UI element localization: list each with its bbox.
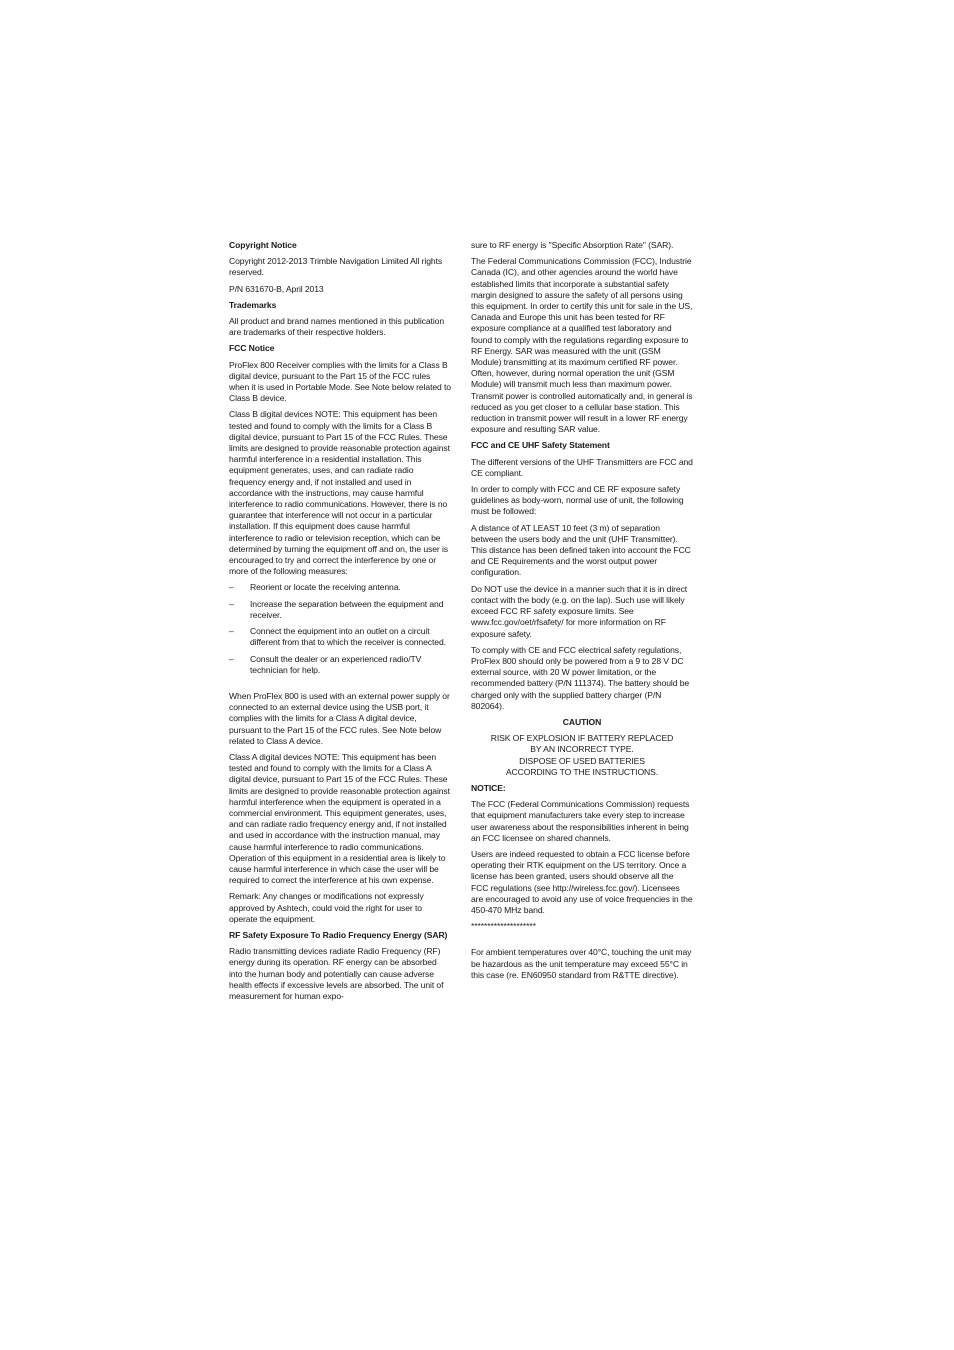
notice-paragraph-1: The FCC (Federal Communications Commission) requests that equipment manufacturers take every step to increase user awareness about the responsibilities inherent in being an FCC licensee on shared channels. (471, 799, 690, 843)
caution-line: BY AN INCORRECT TYPE. (530, 744, 634, 755)
fcc-paragraph-3: When ProFlex 800 is used with an external power supply or connected to an external device using the USB port, it complies with the limits for a Class A digital device, pursuant to the Part 15 of the FCC rules. See Note below related to Class A device. (229, 690, 450, 746)
caution-line: RISK OF EXPLOSION IF BATTERY REPLACED (490, 733, 674, 744)
uhf-paragraph-4: Do NOT use the device in a manner such that it is in direct contact with the body (e.g. on the lap). Such use will likely exceed FCC RF safety exposure limits. See www.fcc.gov/oet/rfsafety/ for more information on RF exposure safety. (471, 583, 688, 639)
fcc-paragraph-4: Class A digital devices NOTE: This equipment has been tested and found to comply with the limits for a Class A digital device, pursuant to Part 15 of the FCC Rules. These limits are designed to provide reasonable protection against harmful interference when the equipment is operated in a commercial environment. This equipment generates, uses, and can radiate radio frequency energy and, if not installed and used in accordance with the instruction manual, may cause harmful interference to radio communications. Operation of this equipment in a residential area is likely to cause harmful interference in which case the user will be required to correct the interference at his own expense. (229, 751, 450, 886)
dash-bullet: – (229, 626, 234, 637)
caution-heading: CAUTION (562, 716, 602, 727)
rf-paragraph-2: The Federal Communications Commission (FCC), Industrie Canada (IC), and other agencies around the world have established limits that incorporate a substantial safety margin designed to assure the safety of all persons using this equipment. In order to certify this unit for sale in the US, Canada and Europe this unit has been tested for RF exposure compliance at a qualified test laboratory and found to comply with the regulations regarding exposure to RF Energy. SAR was measured with the unit (GSM Module) transmitting at its maximum certified RF power. Often, however, during normal operation the unit (GSM Module) will transmit much less than maximum power. Transmit power is controlled automatically and, in general is reduced as you get closer to a cellular base station. This reduction in transmit power will result in a lower RF energy exposure and resulting SAR value. (471, 256, 693, 435)
list-item-text: Reorient or locate the receiving antenna. (250, 582, 401, 593)
fcc-paragraph-2: Class B digital devices NOTE: This equipment has been tested and found to comply with the limits for a Class B digital device, pursuant to Part 15 of the FCC Rules. These limits are designed to provide reasonable protection against harmful interference in a residential installation. This equipment generates, uses, and can radiate radio frequency energy and, if not installed and used in accordance with the instructions, may cause harmful interference to radio communications. However, there is no guarantee that interference will not occur in a particular installation. If this equipment does cause harmful interference to radio or television reception, which can be determined by turning the equipment off and on, the user is encouraged to try and correct the interference by one or more of the following measures: (229, 409, 450, 577)
left-column (229, 240, 451, 1007)
trademarks-text: All product and brand names mentioned in this publication are trademarks of their respective holders. (229, 316, 445, 338)
copyright-heading: Copyright Notice (229, 240, 297, 250)
list-item-text: Connect the equipment into an outlet on a circuit different from that to which the receiver is connected. (250, 626, 446, 648)
dash-bullet: – (229, 598, 234, 609)
list-item (229, 626, 451, 648)
fcc-remark: Remark: Any changes or modifications not expressly approved by Ashtech, could void the right for user to operate the equipment. (229, 891, 424, 924)
copyright-text: Copyright 2012-2013 Trimble Navigation Limited All rights reserved. (229, 256, 443, 278)
rf-continued: sure to RF energy is "Specific Absorption Rate" (SAR). (471, 240, 674, 250)
notice-heading: NOTICE: (471, 782, 506, 793)
list-item (229, 654, 451, 676)
part-number: P/N 631670-B, April 2013 (229, 283, 324, 294)
rf-heading: RF Safety Exposure To Radio Frequency Energy (SAR) (229, 929, 448, 940)
caution-line: DISPOSE OF USED BATTERIES (519, 755, 645, 766)
uhf-paragraph-1: The different versions of the UHF Transmitters are FCC and CE compliant. (471, 456, 693, 478)
temperature-warning: For ambient temperatures over 40°C, touching the unit may be hazardous as the unit temperature may exceed 55°C in this case (re. EN60950 standard from R&TTE directive). (471, 947, 692, 980)
uhf-paragraph-5: To comply with CE and FCC electrical safety regulations, ProFlex 800 should only be powered from a 9 to 28 V DC external source, with 20 W power limitation, or the recommended battery (P/N 111374). The battery should be charged only with the supplied battery charger (P/N 802064). (471, 644, 690, 711)
dash-bullet: – (229, 653, 234, 664)
uhf-paragraph-3: A distance of AT LEAST 10 feet (3 m) of separation between the users body and the unit (UHF Transmitter). This distance has been defined taken into account the FCC and CE Requirements and the worst output power configuration. (471, 522, 691, 578)
fcc-heading: FCC Notice (229, 343, 275, 354)
right-column (471, 240, 693, 986)
measures-list (229, 582, 451, 675)
caution-block (471, 733, 693, 778)
notice-paragraph-2: Users are indeed requested to obtain a FCC license before operating their RTK equipment on the US territory. Once a license has been granted, users should observe all the FCC regulations (see http://wireless.fcc.gov/). Licensees are encouraged to avoid any use of voice frequencies in the 450-470 MHz band. (471, 848, 693, 915)
trademarks-heading: Trademarks (229, 299, 277, 310)
caution-line: ACCORDING TO THE INSTRUCTIONS. (505, 766, 659, 777)
rf-paragraph-1: Radio transmitting devices radiate Radio Frequency (RF) energy during its operation. RF energy can be absorbed into the human body and potentially can cause adverse health effects if excessive levels are absorbed. The unit of measurement for human expo- (229, 946, 444, 1001)
list-item (229, 599, 451, 621)
uhf-heading: FCC and CE UHF Safety Statement (471, 440, 610, 451)
fcc-paragraph-1: ProFlex 800 Receiver complies with the limits for a Class B digital device, pursuant to the Part 15 of the FCC rules when it is used in Portable Mode. See Note below related to Class B device. (229, 359, 451, 404)
uhf-paragraph-2: In order to comply with FCC and CE RF exposure safety guidelines as body-worn, normal use of unit, the following must be followed: (471, 484, 684, 517)
list-item-text: Increase the separation between the equipment and receiver. (250, 598, 444, 620)
dash-bullet: – (229, 582, 234, 593)
separator: ******************** (471, 921, 536, 932)
list-item (229, 582, 451, 593)
list-item-text: Consult the dealer or an experienced radio/TV technician for help. (250, 653, 422, 675)
